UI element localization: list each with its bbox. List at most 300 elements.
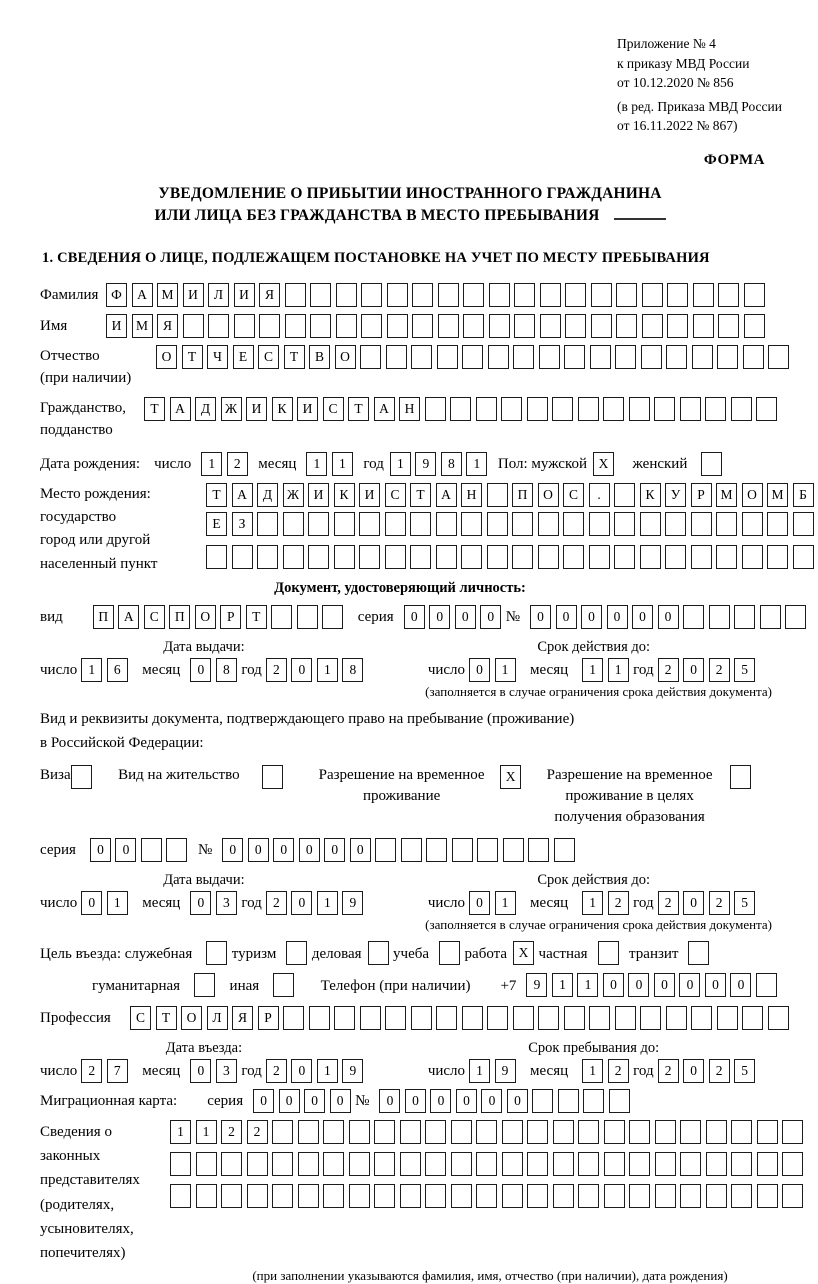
char-box[interactable]: 0	[324, 838, 345, 862]
char-box[interactable]: 2	[608, 1059, 629, 1083]
char-box[interactable]: Т	[410, 483, 431, 507]
char-box[interactable]: 0	[628, 973, 649, 997]
char-box[interactable]	[385, 545, 406, 569]
char-box[interactable]	[538, 512, 559, 536]
char-box[interactable]: Т	[206, 483, 227, 507]
char-box[interactable]	[297, 605, 318, 629]
char-box[interactable]: 1	[582, 891, 603, 915]
char-box[interactable]	[654, 397, 675, 421]
char-box[interactable]	[489, 283, 510, 307]
char-box[interactable]	[782, 1120, 803, 1144]
char-box[interactable]: 0	[679, 973, 700, 997]
char-box[interactable]	[683, 605, 704, 629]
char-box[interactable]	[451, 1152, 472, 1176]
char-box[interactable]: 0	[350, 838, 371, 862]
char-box[interactable]	[336, 283, 357, 307]
char-box[interactable]	[578, 397, 599, 421]
char-box[interactable]: Т	[348, 397, 369, 421]
char-box[interactable]: X	[500, 765, 521, 789]
char-box[interactable]: 0	[330, 1089, 351, 1113]
char-box[interactable]	[194, 973, 215, 997]
char-box[interactable]: 8	[342, 658, 363, 682]
char-box[interactable]	[604, 1120, 625, 1144]
char-box[interactable]	[666, 345, 687, 369]
char-box[interactable]: 0	[248, 838, 269, 862]
char-box[interactable]: 0	[455, 605, 476, 629]
char-box[interactable]: К	[640, 483, 661, 507]
char-box[interactable]	[349, 1152, 370, 1176]
char-box[interactable]	[688, 941, 709, 965]
char-box[interactable]	[718, 283, 739, 307]
char-box[interactable]	[476, 1152, 497, 1176]
char-box[interactable]	[450, 397, 471, 421]
char-box[interactable]: П	[169, 605, 190, 629]
char-box[interactable]	[655, 1152, 676, 1176]
char-box[interactable]	[387, 314, 408, 338]
char-box[interactable]	[591, 314, 612, 338]
char-box[interactable]: 2	[658, 658, 679, 682]
char-box[interactable]	[532, 1089, 553, 1113]
char-box[interactable]: С	[130, 1006, 151, 1030]
char-box[interactable]	[706, 1120, 727, 1144]
char-box[interactable]	[360, 1006, 381, 1030]
char-box[interactable]: 0	[405, 1089, 426, 1113]
char-box[interactable]: 2	[266, 1059, 287, 1083]
char-box[interactable]: 1	[552, 973, 573, 997]
char-box[interactable]: 0	[379, 1089, 400, 1113]
char-box[interactable]: 2	[266, 891, 287, 915]
char-box[interactable]	[514, 314, 535, 338]
char-box[interactable]: 1	[390, 452, 411, 476]
char-box[interactable]	[538, 1006, 559, 1030]
char-box[interactable]	[513, 345, 534, 369]
char-box[interactable]: О	[742, 483, 763, 507]
char-box[interactable]: 1	[201, 452, 222, 476]
char-box[interactable]: 2	[266, 658, 287, 682]
char-box[interactable]	[462, 1006, 483, 1030]
char-box[interactable]: 5	[734, 658, 755, 682]
char-box[interactable]	[578, 1184, 599, 1208]
char-box[interactable]: С	[258, 345, 279, 369]
char-box[interactable]	[476, 1120, 497, 1144]
char-box[interactable]	[323, 1184, 344, 1208]
char-box[interactable]: 7	[107, 1059, 128, 1083]
char-box[interactable]	[757, 1120, 778, 1144]
char-box[interactable]: А	[118, 605, 139, 629]
char-box[interactable]	[614, 483, 635, 507]
char-box[interactable]	[166, 838, 187, 862]
char-box[interactable]: Р	[691, 483, 712, 507]
char-box[interactable]: 3	[216, 891, 237, 915]
char-box[interactable]	[71, 765, 92, 789]
char-box[interactable]: И	[234, 283, 255, 307]
char-box[interactable]: 0	[556, 605, 577, 629]
char-box[interactable]	[309, 1006, 330, 1030]
char-box[interactable]: 8	[216, 658, 237, 682]
char-box[interactable]: 9	[526, 973, 547, 997]
char-box[interactable]: 0	[469, 891, 490, 915]
char-box[interactable]	[502, 1152, 523, 1176]
char-box[interactable]	[461, 545, 482, 569]
char-box[interactable]: 1	[170, 1120, 191, 1144]
char-box[interactable]	[361, 314, 382, 338]
char-box[interactable]	[286, 941, 307, 965]
char-box[interactable]	[411, 1006, 432, 1030]
char-box[interactable]: 0	[253, 1089, 274, 1113]
char-box[interactable]: О	[335, 345, 356, 369]
char-box[interactable]: 6	[107, 658, 128, 682]
char-box[interactable]: 0	[607, 605, 628, 629]
char-box[interactable]	[336, 314, 357, 338]
char-box[interactable]: 0	[90, 838, 111, 862]
char-box[interactable]: 1	[317, 891, 338, 915]
char-box[interactable]: С	[144, 605, 165, 629]
char-box[interactable]	[705, 397, 726, 421]
char-box[interactable]: Ч	[207, 345, 228, 369]
char-box[interactable]	[744, 314, 765, 338]
char-box[interactable]	[221, 1184, 242, 1208]
char-box[interactable]	[716, 545, 737, 569]
char-box[interactable]	[322, 605, 343, 629]
char-box[interactable]	[553, 1152, 574, 1176]
char-box[interactable]: 2	[608, 891, 629, 915]
char-box[interactable]	[439, 941, 460, 965]
char-box[interactable]: 0	[507, 1089, 528, 1113]
char-box[interactable]: 5	[734, 891, 755, 915]
char-box[interactable]: Ж	[221, 397, 242, 421]
char-box[interactable]: 0	[456, 1089, 477, 1113]
char-box[interactable]	[502, 1184, 523, 1208]
char-box[interactable]	[616, 314, 637, 338]
char-box[interactable]	[553, 1184, 574, 1208]
char-box[interactable]	[716, 512, 737, 536]
char-box[interactable]: Д	[195, 397, 216, 421]
char-box[interactable]: Я	[232, 1006, 253, 1030]
char-box[interactable]	[206, 545, 227, 569]
char-box[interactable]: 1	[317, 658, 338, 682]
char-box[interactable]: Р	[220, 605, 241, 629]
char-box[interactable]	[477, 838, 498, 862]
char-box[interactable]: 0	[304, 1089, 325, 1113]
char-box[interactable]	[527, 1152, 548, 1176]
char-box[interactable]	[400, 1120, 421, 1144]
char-box[interactable]: О	[538, 483, 559, 507]
char-box[interactable]: 1	[469, 1059, 490, 1083]
char-box[interactable]	[554, 838, 575, 862]
char-box[interactable]	[693, 283, 714, 307]
char-box[interactable]: Я	[157, 314, 178, 338]
char-box[interactable]	[436, 1006, 457, 1030]
char-box[interactable]	[667, 283, 688, 307]
char-box[interactable]	[730, 765, 751, 789]
char-box[interactable]	[782, 1152, 803, 1176]
char-box[interactable]	[731, 1120, 752, 1144]
char-box[interactable]	[756, 973, 777, 997]
char-box[interactable]: 1	[196, 1120, 217, 1144]
char-box[interactable]: У	[665, 483, 686, 507]
char-box[interactable]	[410, 512, 431, 536]
char-box[interactable]: 1	[582, 658, 603, 682]
char-box[interactable]	[692, 345, 713, 369]
char-box[interactable]	[538, 545, 559, 569]
char-box[interactable]	[709, 605, 730, 629]
char-box[interactable]: 1	[577, 973, 598, 997]
char-box[interactable]: Б	[793, 483, 814, 507]
char-box[interactable]	[589, 1006, 610, 1030]
char-box[interactable]: Н	[461, 483, 482, 507]
char-box[interactable]: 0	[480, 605, 501, 629]
char-box[interactable]: 1	[582, 1059, 603, 1083]
char-box[interactable]	[272, 1184, 293, 1208]
char-box[interactable]: Л	[208, 283, 229, 307]
char-box[interactable]: 2	[247, 1120, 268, 1144]
char-box[interactable]	[527, 1120, 548, 1144]
char-box[interactable]: 2	[709, 658, 730, 682]
char-box[interactable]: О	[156, 345, 177, 369]
char-box[interactable]: 0	[273, 838, 294, 862]
char-box[interactable]: Т	[144, 397, 165, 421]
char-box[interactable]	[680, 1120, 701, 1144]
char-box[interactable]	[768, 1006, 789, 1030]
char-box[interactable]: Т	[246, 605, 267, 629]
char-box[interactable]: 1	[495, 891, 516, 915]
char-box[interactable]	[701, 452, 722, 476]
char-box[interactable]	[706, 1152, 727, 1176]
char-box[interactable]	[614, 512, 635, 536]
char-box[interactable]: Е	[206, 512, 227, 536]
char-box[interactable]	[564, 345, 585, 369]
char-box[interactable]: 0	[190, 658, 211, 682]
char-box[interactable]	[666, 1006, 687, 1030]
char-box[interactable]	[232, 545, 253, 569]
char-box[interactable]	[451, 1120, 472, 1144]
char-box[interactable]	[767, 512, 788, 536]
char-box[interactable]	[461, 512, 482, 536]
char-box[interactable]	[273, 973, 294, 997]
char-box[interactable]	[604, 1184, 625, 1208]
char-box[interactable]: X	[593, 452, 614, 476]
char-box[interactable]	[489, 314, 510, 338]
char-box[interactable]	[667, 314, 688, 338]
char-box[interactable]: 0	[404, 605, 425, 629]
char-box[interactable]: 2	[227, 452, 248, 476]
char-box[interactable]: 1	[466, 452, 487, 476]
char-box[interactable]: .	[589, 483, 610, 507]
char-box[interactable]	[436, 545, 457, 569]
char-box[interactable]	[528, 838, 549, 862]
char-box[interactable]: 2	[658, 1059, 679, 1083]
char-box[interactable]	[183, 314, 204, 338]
char-box[interactable]	[502, 1120, 523, 1144]
char-box[interactable]: 0	[581, 605, 602, 629]
char-box[interactable]	[744, 283, 765, 307]
char-box[interactable]	[425, 397, 446, 421]
char-box[interactable]	[283, 1006, 304, 1030]
char-box[interactable]: О	[195, 605, 216, 629]
char-box[interactable]	[642, 283, 663, 307]
char-box[interactable]	[540, 283, 561, 307]
char-box[interactable]	[438, 283, 459, 307]
char-box[interactable]: К	[272, 397, 293, 421]
char-box[interactable]	[437, 345, 458, 369]
char-box[interactable]	[412, 283, 433, 307]
char-box[interactable]	[400, 1184, 421, 1208]
char-box[interactable]	[680, 1152, 701, 1176]
char-box[interactable]	[642, 314, 663, 338]
char-box[interactable]: 1	[107, 891, 128, 915]
char-box[interactable]	[718, 314, 739, 338]
char-box[interactable]	[706, 1184, 727, 1208]
char-box[interactable]	[257, 545, 278, 569]
char-box[interactable]	[487, 545, 508, 569]
char-box[interactable]	[578, 1152, 599, 1176]
char-box[interactable]	[359, 545, 380, 569]
char-box[interactable]	[629, 1152, 650, 1176]
char-box[interactable]	[308, 545, 329, 569]
char-box[interactable]	[629, 1184, 650, 1208]
char-box[interactable]: 0	[430, 1089, 451, 1113]
char-box[interactable]	[272, 1120, 293, 1144]
char-box[interactable]	[793, 512, 814, 536]
char-box[interactable]	[285, 283, 306, 307]
char-box[interactable]	[349, 1120, 370, 1144]
char-box[interactable]: 2	[709, 891, 730, 915]
char-box[interactable]	[527, 397, 548, 421]
char-box[interactable]	[401, 838, 422, 862]
char-box[interactable]: М	[157, 283, 178, 307]
char-box[interactable]	[742, 545, 763, 569]
char-box[interactable]: 0	[190, 1059, 211, 1083]
char-box[interactable]: 0	[115, 838, 136, 862]
char-box[interactable]: 1	[332, 452, 353, 476]
char-box[interactable]: 9	[342, 1059, 363, 1083]
char-box[interactable]: Я	[259, 283, 280, 307]
char-box[interactable]	[196, 1152, 217, 1176]
char-box[interactable]	[717, 345, 738, 369]
char-box[interactable]	[349, 1184, 370, 1208]
char-box[interactable]	[558, 1089, 579, 1113]
char-box[interactable]: 2	[709, 1059, 730, 1083]
char-box[interactable]	[734, 605, 755, 629]
char-box[interactable]: 0	[658, 605, 679, 629]
char-box[interactable]	[487, 483, 508, 507]
char-box[interactable]: А	[170, 397, 191, 421]
char-box[interactable]	[641, 345, 662, 369]
char-box[interactable]: 0	[291, 1059, 312, 1083]
char-box[interactable]	[512, 545, 533, 569]
char-box[interactable]	[615, 345, 636, 369]
char-box[interactable]	[323, 1152, 344, 1176]
char-box[interactable]	[591, 283, 612, 307]
char-box[interactable]	[785, 605, 806, 629]
char-box[interactable]	[629, 1120, 650, 1144]
char-box[interactable]	[425, 1184, 446, 1208]
char-box[interactable]	[609, 1089, 630, 1113]
char-box[interactable]: 0	[654, 973, 675, 997]
char-box[interactable]: П	[512, 483, 533, 507]
char-box[interactable]	[640, 1006, 661, 1030]
char-box[interactable]	[680, 1184, 701, 1208]
char-box[interactable]: 2	[221, 1120, 242, 1144]
char-box[interactable]	[386, 345, 407, 369]
char-box[interactable]: Ж	[283, 483, 304, 507]
char-box[interactable]	[768, 345, 789, 369]
char-box[interactable]: З	[232, 512, 253, 536]
char-box[interactable]	[462, 345, 483, 369]
char-box[interactable]: 1	[317, 1059, 338, 1083]
char-box[interactable]	[411, 345, 432, 369]
char-box[interactable]	[368, 941, 389, 965]
char-box[interactable]	[629, 397, 650, 421]
char-box[interactable]	[513, 1006, 534, 1030]
char-box[interactable]	[283, 545, 304, 569]
char-box[interactable]: И	[106, 314, 127, 338]
char-box[interactable]	[361, 283, 382, 307]
char-box[interactable]	[782, 1184, 803, 1208]
char-box[interactable]	[691, 545, 712, 569]
char-box[interactable]	[334, 1006, 355, 1030]
char-box[interactable]	[743, 345, 764, 369]
char-box[interactable]	[221, 1152, 242, 1176]
char-box[interactable]: 0	[299, 838, 320, 862]
char-box[interactable]: 1	[608, 658, 629, 682]
char-box[interactable]	[359, 512, 380, 536]
char-box[interactable]	[206, 941, 227, 965]
char-box[interactable]: Л	[207, 1006, 228, 1030]
char-box[interactable]	[503, 838, 524, 862]
char-box[interactable]: 9	[415, 452, 436, 476]
char-box[interactable]	[680, 397, 701, 421]
char-box[interactable]: 9	[342, 891, 363, 915]
char-box[interactable]	[655, 1184, 676, 1208]
char-box[interactable]	[614, 545, 635, 569]
char-box[interactable]: 0	[730, 973, 751, 997]
char-box[interactable]	[731, 1184, 752, 1208]
char-box[interactable]: М	[716, 483, 737, 507]
char-box[interactable]	[298, 1152, 319, 1176]
char-box[interactable]	[323, 1120, 344, 1144]
char-box[interactable]: С	[563, 483, 584, 507]
char-box[interactable]: И	[308, 483, 329, 507]
char-box[interactable]	[436, 512, 457, 536]
char-box[interactable]: Т	[156, 1006, 177, 1030]
char-box[interactable]	[463, 283, 484, 307]
char-box[interactable]	[425, 1120, 446, 1144]
char-box[interactable]: 0	[705, 973, 726, 997]
char-box[interactable]	[310, 283, 331, 307]
char-box[interactable]	[298, 1120, 319, 1144]
char-box[interactable]: М	[767, 483, 788, 507]
char-box[interactable]: П	[93, 605, 114, 629]
char-box[interactable]: М	[132, 314, 153, 338]
char-box[interactable]	[767, 545, 788, 569]
char-box[interactable]: А	[132, 283, 153, 307]
char-box[interactable]: 0	[222, 838, 243, 862]
char-box[interactable]	[334, 512, 355, 536]
char-box[interactable]: 2	[658, 891, 679, 915]
char-box[interactable]: 1	[495, 658, 516, 682]
char-box[interactable]: 0	[81, 891, 102, 915]
char-box[interactable]: А	[374, 397, 395, 421]
char-box[interactable]: 5	[734, 1059, 755, 1083]
char-box[interactable]	[334, 545, 355, 569]
char-box[interactable]	[565, 283, 586, 307]
char-box[interactable]: Е	[233, 345, 254, 369]
char-box[interactable]: 0	[481, 1089, 502, 1113]
char-box[interactable]	[170, 1152, 191, 1176]
char-box[interactable]	[590, 345, 611, 369]
char-box[interactable]	[141, 838, 162, 862]
